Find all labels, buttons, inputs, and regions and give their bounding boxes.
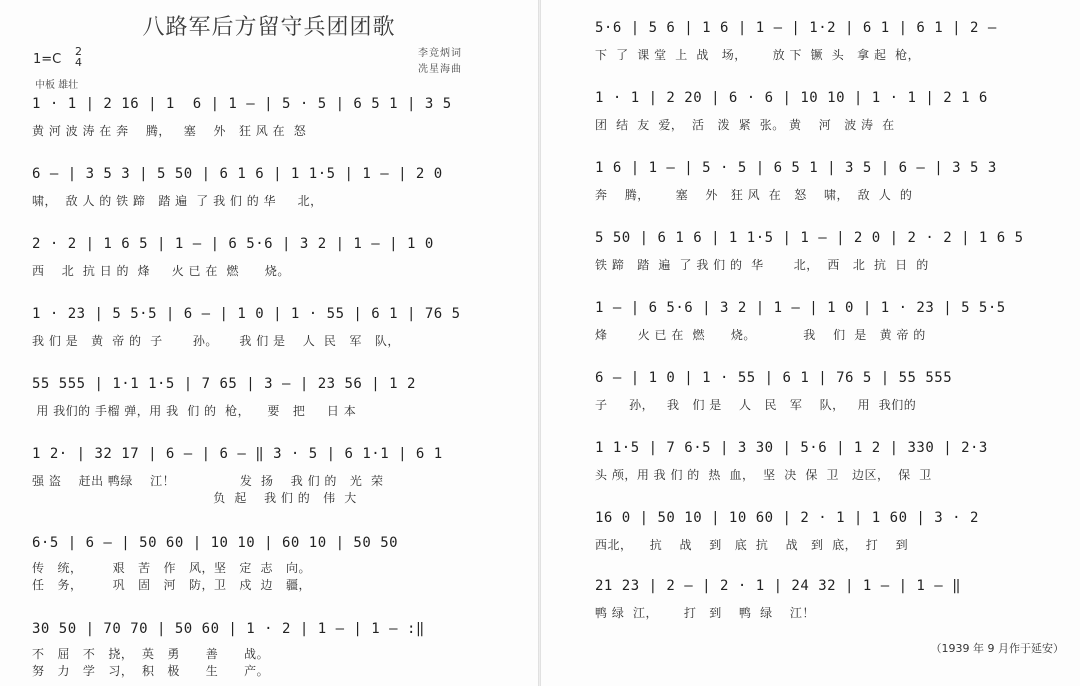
composer-credit: 冼星海曲 bbox=[418, 64, 462, 75]
lyric-line: 我 们 是 黄 帝 的 子 孙。 我 们 是 人 民 军 队， bbox=[32, 334, 400, 348]
notation-line: 5·6 | 5 6 | 1 6 | 1 — | 1·2 | 6 1 | 6 1 | 2 — bbox=[595, 20, 997, 36]
lyric-line: 团 结 友 爱， 活 泼 紧 张。 黄 河 波 涛 在 bbox=[595, 118, 895, 132]
notation-line: 1 · 1 | 2 20 | 6 · 6 | 10 10 | 1 · 1 | 2 1 6 bbox=[595, 90, 988, 106]
notation-line: 16 0 | 50 10 | 10 60 | 2 · 1 | 1 60 | 3 · 2 bbox=[595, 510, 979, 526]
time-signature bbox=[75, 46, 82, 68]
lyricist-credit: 李竞炳词 bbox=[418, 48, 462, 59]
lyric-line: 子 孙， 我 们 是 人 民 军 队， 用 我们的 bbox=[595, 398, 917, 412]
lyric-line: 啸， 敌 人 的 铁 蹄 踏 遍 了 我 们 的 华 北， bbox=[32, 194, 323, 208]
lyric-line-verse-2: 努 力 学 习， 积 极 生 产。 bbox=[32, 664, 270, 678]
lyric-line: 奔 腾， 塞 外 狂 风 在 怒 啸， 敌 人 的 bbox=[595, 188, 913, 202]
score-page-right bbox=[541, 0, 1080, 686]
lyric-line: 西北， 抗 战 到 底 抗 战 到 底， 打 到 bbox=[595, 538, 909, 552]
song-title: 八路军后方留守兵团团歌 bbox=[142, 15, 396, 40]
score-page-left bbox=[0, 0, 538, 686]
notation-line: 30 50 | 70 70 | 50 60 | 1 · 2 | 1 — | 1 — :‖ bbox=[32, 621, 425, 637]
notation-line: 6·5 | 6 — | 50 60 | 10 10 | 60 10 | 50 50 bbox=[32, 535, 399, 551]
lyric-line: 下 了 课 堂 上 战 场， 放 下 镢 头 拿 起 枪， bbox=[595, 48, 921, 62]
notation-line: 21 23 | 2 — | 2 · 1 | 24 32 | 1 — | 1 — ‖ bbox=[595, 578, 962, 594]
notation-line: 1 · 1 | 2 16 | 1 6 | 1 — | 5 · 5 | 6 5 1 | 3 5 bbox=[32, 96, 452, 112]
lyric-line: 头 颅，用 我 们 的 热 血， 坚 决 保 卫 边区， 保 卫 bbox=[595, 468, 932, 482]
notation-line: 5 50 | 6 1 6 | 1 1·5 | 1 — | 2 0 | 2 · 2 | 1 6 5 bbox=[595, 230, 1024, 246]
lyric-line: 鸭 绿 江， 打 到 鸭 绿 江！ bbox=[595, 606, 815, 620]
meter-top: 2 bbox=[75, 45, 82, 58]
notation-line: 1 · 23 | 5 5·5 | 6 — | 1 0 | 1 · 55 | 6 1 | 76 5 bbox=[32, 306, 461, 322]
notation-line: 55 555 | 1·1 1·5 | 7 65 | 3 — | 23 56 | 1 2 bbox=[32, 376, 416, 392]
lyric-line-verse-2: 负 起 我 们 的 伟 大 bbox=[32, 491, 357, 505]
notation-line: 6 — | 3 5 3 | 5 50 | 6 1 6 | 1 1·5 | 1 — | 2 0 bbox=[32, 166, 443, 182]
lyric-line: 铁 蹄 踏 遍 了 我 们 的 华 北， 西 北 抗 日 的 bbox=[595, 258, 929, 272]
key-signature: 1=C bbox=[33, 52, 62, 67]
notation-line: 1 — | 6 5·6 | 3 2 | 1 — | 1 0 | 1 · 23 | 5 5·5 bbox=[595, 300, 1006, 316]
notation-line: 1 1·5 | 7 6·5 | 3 30 | 5·6 | 1 2 | 330 | 2·3 bbox=[595, 440, 988, 456]
lyric-line-verse-2: 任 务， 巩 固 河 防，卫 戍 边 疆， bbox=[32, 578, 311, 592]
composition-date-note: （1939 年 9 月作于延安） bbox=[930, 642, 1064, 655]
lyric-line-verse-1: 传 统， 艰 苦 作 风，坚 定 志 向。 bbox=[32, 561, 311, 575]
lyric-line-verse-1: 不 屈 不 挠， 英 勇 善 战。 bbox=[32, 647, 270, 661]
lyric-line: 烽 火 已 在 燃 烧。 我 们 是 黄 帝 的 bbox=[595, 328, 926, 342]
lyric-line: 西 北 抗 日 的 烽 火 已 在 燃 烧。 bbox=[32, 264, 290, 278]
lyric-line: 黄 河 波 涛 在 奔 腾， 塞 外 狂 风 在 怒 bbox=[32, 124, 307, 138]
lyric-line: 用 我们的 手榴 弹，用 我 们 的 枪， 要 把 日 本 bbox=[32, 404, 357, 418]
notation-line: 2 · 2 | 1 6 5 | 1 — | 6 5·6 | 3 2 | 1 — | 1 0 bbox=[32, 236, 434, 252]
notation-line: 6 — | 1 0 | 1 · 55 | 6 1 | 76 5 | 55 555 bbox=[595, 370, 953, 386]
notation-line: 1 2· | 32 17 | 6 — | 6 — ‖ 3 · 5 | 6 1·1 | 6 1 bbox=[32, 446, 443, 462]
lyric-line-verse-1: 强 盗 赶出 鸭绿 江！ 发 扬 我 们 的 光 荣 bbox=[32, 474, 384, 488]
tempo-marking: 中板 雄壮 bbox=[35, 80, 79, 91]
meter-bottom: 4 bbox=[75, 56, 82, 69]
notation-line: 1 6 | 1 — | 5 · 5 | 6 5 1 | 3 5 | 6 — | 3 5 3 bbox=[595, 160, 997, 176]
